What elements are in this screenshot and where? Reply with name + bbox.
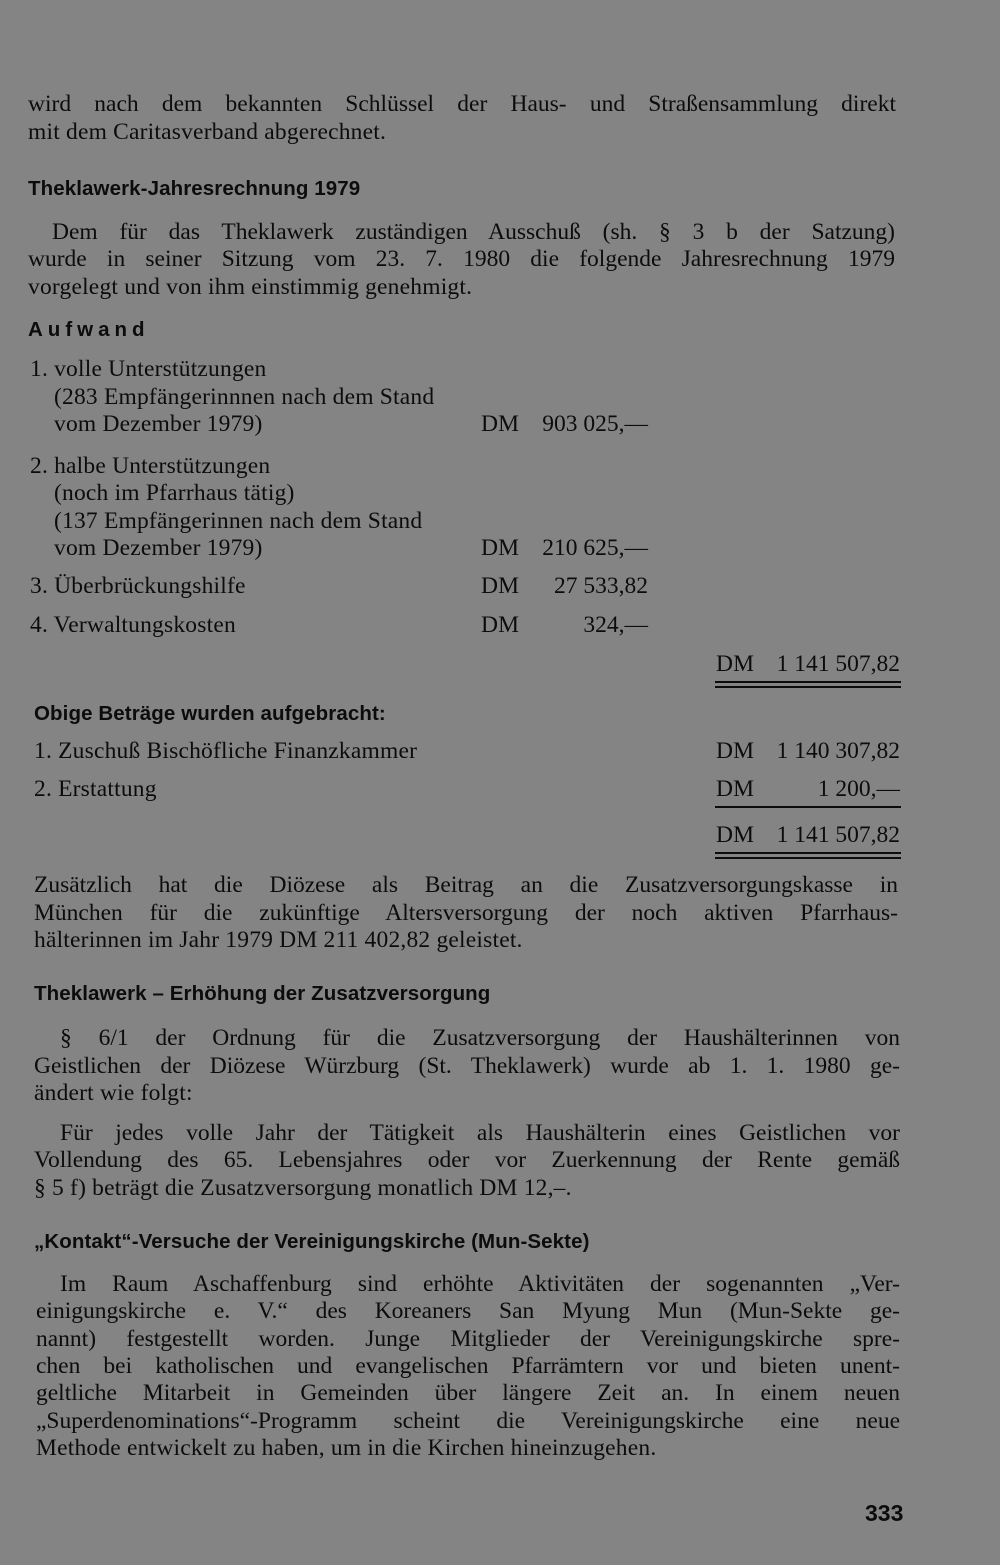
expense-item-2-currency: DM xyxy=(481,535,520,561)
expense-total-amount: 1 141 507,82 xyxy=(776,651,900,677)
funding-double-rule-bottom xyxy=(715,857,901,859)
extra-para-line-3: hälterinnen im Jahr 1979 DM 211 402,82 geleistet. xyxy=(34,927,523,953)
section1-para-line-1: Dem für das Theklawerk zuständigen Ausschuß (sh. § 3 b der Satzung) xyxy=(52,219,895,245)
funding-heading: Obige Beträge wurden aufgebracht: xyxy=(34,702,386,725)
total-double-rule-bottom xyxy=(715,686,901,688)
section1-para-line-3: vorgelegt und von ihm einstimmig genehmigt. xyxy=(28,274,473,300)
expense-item-2-line-4: vom Dezember 1979) xyxy=(54,535,263,561)
funding-double-rule-top xyxy=(715,852,901,854)
section1-para-line-2: wurde in seiner Sitzung vom 23. 7. 1980 die folgende Jahresrechnung 1979 xyxy=(28,246,895,272)
aufwand-label: Aufwand xyxy=(28,318,150,341)
expense-item-1-line-2: (283 Empfängerinnnen nach dem Stand xyxy=(54,384,435,410)
extra-para-line-2: München für die zukünftige Altersversorgung der noch aktiven Pfarrhaus- xyxy=(34,900,898,926)
extra-para-line-1: Zusätzlich hat die Diözese als Beitrag an die Zusatzversorgungskasse in xyxy=(34,872,898,898)
expense-item-4-label: 4. Verwaltungskosten xyxy=(30,612,236,638)
funding-total-currency: DM xyxy=(716,822,755,848)
section3-line-7: Methode entwickelt zu haben, um in die Kirchen hineinzugehen. xyxy=(36,1435,657,1461)
expense-item-4-amount: 324,— xyxy=(583,612,648,638)
expense-item-2-line-1: 2. halbe Unterstützungen xyxy=(30,453,271,479)
expense-item-3-currency: DM xyxy=(481,573,520,599)
expense-item-2-amount: 210 625,— xyxy=(542,535,648,561)
section3-line-3: nannt) festgestellt worden. Junge Mitglieder der Vereinigungskirche spre- xyxy=(36,1326,900,1352)
section2-p1-line-2: Geistlichen der Diözese Würzburg (St. Theklawerk) wurde ab 1. 1. 1980 ge- xyxy=(34,1053,900,1079)
section3-line-2: einigungskirche e. V.“ des Koreaners San Myung Mun (Mun-Sekte ge- xyxy=(36,1298,900,1324)
intro-line-2: mit dem Caritasverband abgerechnet. xyxy=(28,119,387,145)
section2-p1-line-3: ändert wie folgt: xyxy=(34,1080,193,1106)
section3-line-6: „Superdenominations“-Programm scheint die Vereinigungskirche eine neue xyxy=(36,1408,900,1434)
expense-item-2-line-3: (137 Empfängerinnen nach dem Stand xyxy=(54,508,423,534)
section3-line-1: Im Raum Aschaffenburg sind erhöhte Aktivitäten der sogenannten „Ver- xyxy=(60,1271,900,1297)
expense-item-2-line-2: (noch im Pfarrhaus tätig) xyxy=(54,480,295,506)
funding-total-amount: 1 141 507,82 xyxy=(776,822,900,848)
expense-item-1-amount: 903 025,— xyxy=(542,411,648,437)
page-number: 333 xyxy=(865,1500,904,1526)
funding-sum-rule xyxy=(715,806,901,808)
expense-item-3-label: 3. Überbrückungshilfe xyxy=(30,573,246,599)
expense-item-1-currency: DM xyxy=(481,411,520,437)
funding-item-1-amount: 1 140 307,82 xyxy=(776,738,900,764)
funding-item-2-amount: 1 200,— xyxy=(817,776,900,802)
funding-item-2-label: 2. Erstattung xyxy=(34,776,157,802)
expense-item-1-line-3: vom Dezember 1979) xyxy=(54,411,263,437)
section2-p2-line-1: Für jedes volle Jahr der Tätigkeit als Haushälterin eines Geistlichen vor xyxy=(60,1120,900,1146)
section-heading-zusatzversorgung: Theklawerk – Erhöhung der Zusatzversorgung xyxy=(34,982,491,1005)
funding-item-1-label: 1. Zuschuß Bischöfliche Finanzkammer xyxy=(34,738,418,764)
funding-item-1-currency: DM xyxy=(716,738,755,764)
section-heading-jahresrechnung: Theklawerk-Jahresrechnung 1979 xyxy=(28,177,361,200)
section2-p2-line-2: Vollendung des 65. Lebensjahres oder vor Zuerkennung der Rente gemäß xyxy=(34,1147,900,1173)
funding-item-2-currency: DM xyxy=(716,776,755,802)
section3-line-4: chen bei katholischen und evangelischen Pfarrämtern vor und bieten unent- xyxy=(36,1353,900,1379)
section2-p1-line-1: § 6/1 der Ordnung für die Zusatzversorgung der Haushälterinnen von xyxy=(60,1025,900,1051)
expense-item-4-currency: DM xyxy=(481,612,520,638)
section3-line-5: geltliche Mitarbeit in Gemeinden über längere Zeit an. In einem neuen xyxy=(36,1380,900,1406)
expense-item-1-line-1: 1. volle Unterstützungen xyxy=(30,356,267,382)
intro-line-1: wird nach dem bekannten Schlüssel der Haus- und Straßensammlung direkt xyxy=(28,91,896,117)
section2-p2-line-3: § 5 f) beträgt die Zusatzversorgung monatlich DM 12,–. xyxy=(34,1175,572,1201)
expense-item-3-amount: 27 533,82 xyxy=(554,573,648,599)
section-heading-mun-sekte: „Kontakt“-Versuche der Vereinigungskirche (Mun-Sekte) xyxy=(34,1230,590,1253)
total-double-rule-top xyxy=(715,681,901,683)
expense-total-currency: DM xyxy=(716,651,755,677)
